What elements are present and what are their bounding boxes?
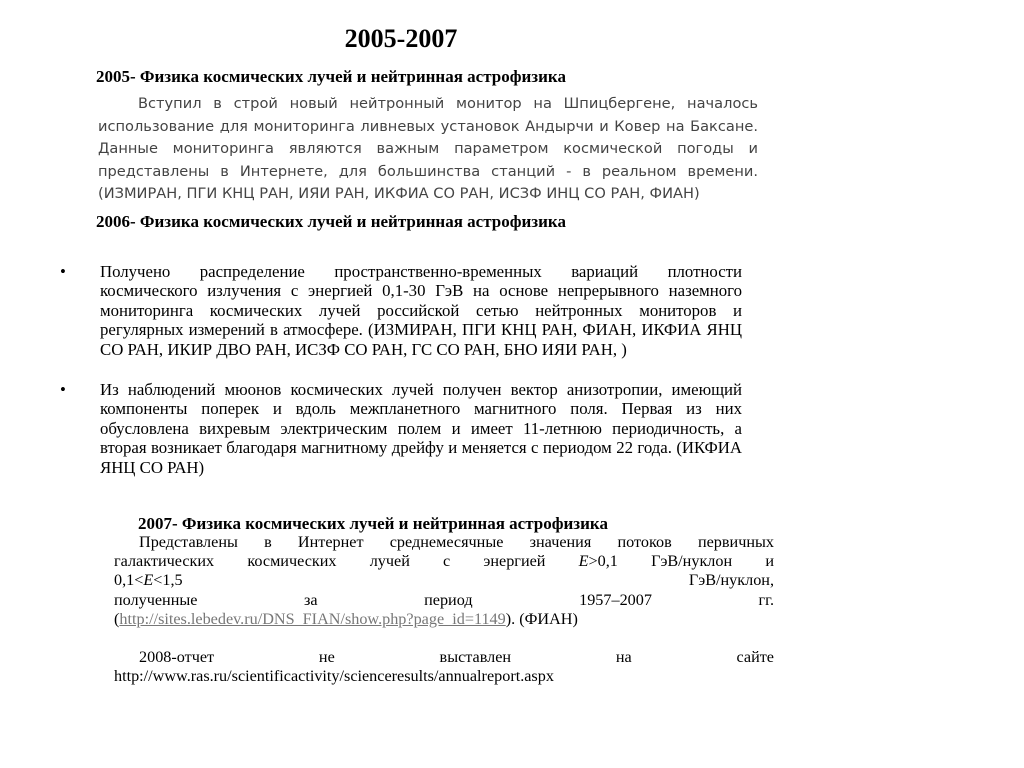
paragraph-line: 2008-отчет не выставлен на сайте [139,648,774,666]
paragraph-line [114,571,774,590]
paragraph-line [114,552,774,571]
energy-symbol: E [143,571,154,590]
section-2006-list [58,262,742,359]
text-run: ( [114,609,120,628]
list-item-text: Из наблюдений мюонов космических лучей получен вектор анизотропии, имеющий компоненты поперек и вдоль межпланетного магнитного поля. Первая из них обусловлена вихревым электрическим полем и имеет 11-летнюю периодичность, а вторая возникает благодаря магнитному дрейфу и меняется с периодом 22 года. (ИКФИА ЯНЦ СО РАН) [100,380,742,477]
section-2007-heading: 2007- Физика космических лучей и нейтринная астрофизика [138,514,608,533]
dns-fian-link[interactable]: http://sites.lebedev.ru/DNS_FIAN/show.php?page_id=1149 [119,609,506,628]
list-item [58,262,742,359]
section-2006-heading: 2006- Физика космических лучей и нейтринная астрофизика [96,212,566,231]
section-2006-list-second [58,380,742,477]
paragraph-line [114,610,774,629]
paragraph-line: полученные за период 1957–2007 гг. [114,590,774,609]
section-2005-scanned-text: Вступил в строй новый нейтронный монитор на Шпицбергене, началось использование для мониторинга ливневых установок Андырчи и Ковер на Баксане. Данные мониторинга являются важным параметром космической погоды и представлены в Интернете, для большинства станций - в реальном времени. (ИЗМИРАН, ПГИ КНЦ РАН, ИЯИ РАН, ИКФИА СО РАН, ИСЗФ ИНЦ СО РАН, ФИАН) [98,93,758,211]
bullet-icon: • [60,380,66,399]
energy-symbol: E [578,552,589,571]
page-title: 2005-2007 [344,24,458,53]
text-run: >0,1 ГэВ/нуклон и [588,552,774,571]
list-item [58,380,742,477]
section-2005-heading: 2005- Физика космических лучей и нейтринная астрофизика [96,67,566,86]
text-run: 0,1< [114,571,144,590]
paragraph-line: Представлены в Интернет среднемесячные значения потоков первичных [139,533,774,551]
section-2007-paragraph [114,533,774,629]
list-item-text: Получено распределение пространственно-временных вариаций плотности космического излучения с энергией 0,1-30 ГэВ на основе непрерывного наземного мониторинга космических лучей российской сетью нейтронных мониторов и регулярных измерений в атмосфере. (ИЗМИРАН, ПГИ КНЦ РАН, ФИАН, ИКФИА ЯНЦ СО РАН, ИКИР ДВО РАН, ИСЗФ СО РАН, ГС СО РАН, БНО ИЯИ РАН, ) [100,262,742,359]
text-run: галактических космических лучей с энергией [114,552,579,571]
text-run: <1,5 [153,571,183,590]
ras-report-url: http://www.ras.ru/scientificactivity/scienceresults/annualreport.aspx [114,667,554,686]
bullet-icon: • [60,262,66,281]
section-2008-paragraph [114,648,774,686]
text-run: ГэВ/нуклон, [688,571,774,590]
text-run: ). (ФИАН) [505,609,578,628]
